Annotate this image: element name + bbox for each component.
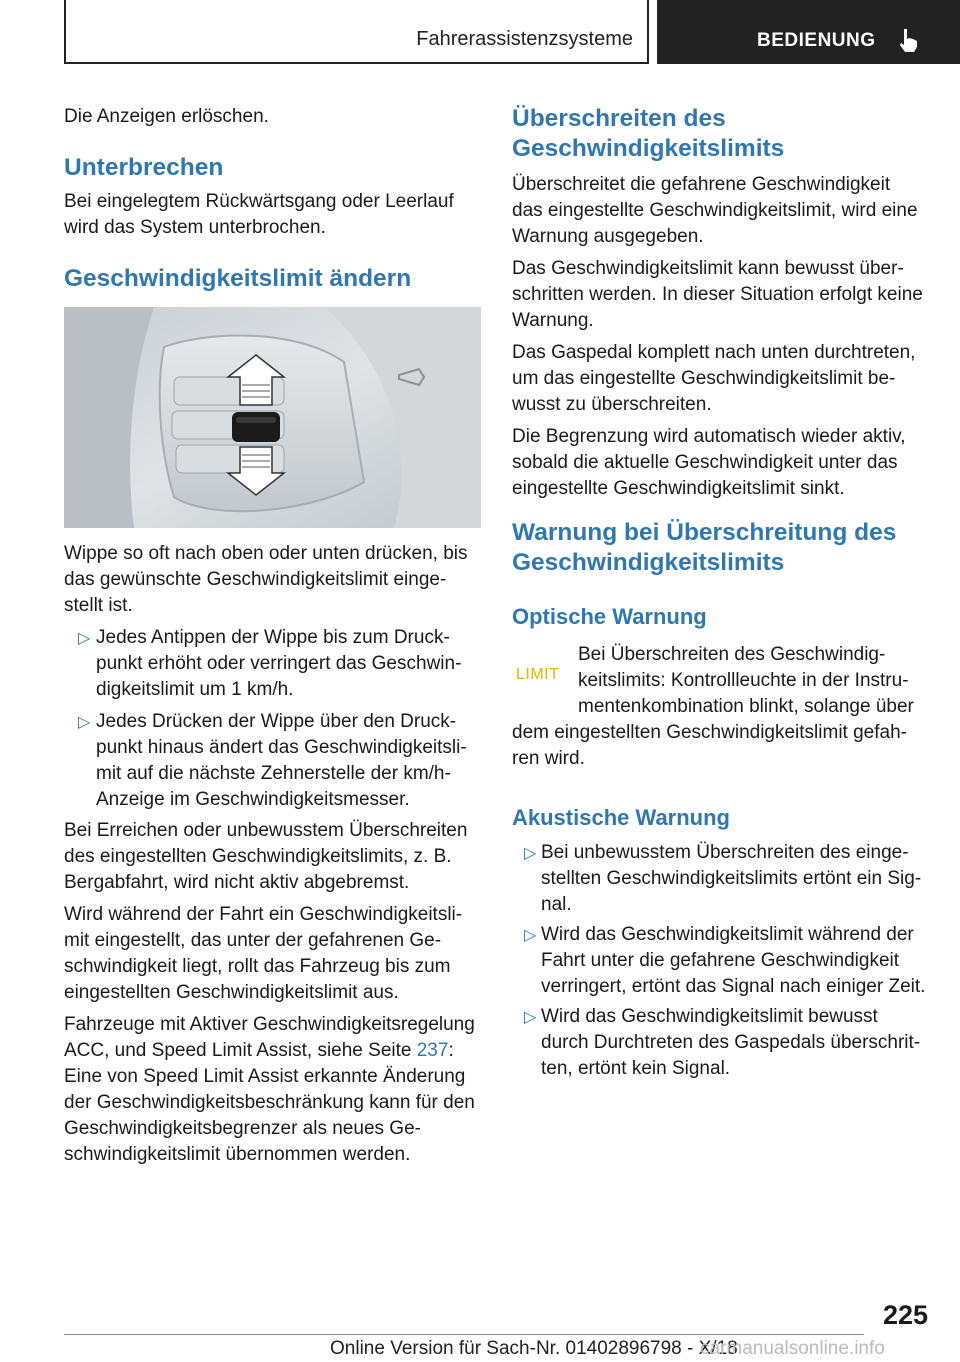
acoustic-bullet-1-line: nal. bbox=[541, 894, 572, 915]
heading-warnung: Warnung bei Überschreitung des bbox=[512, 519, 897, 546]
page-number: 225 bbox=[882, 1300, 928, 1330]
acoustic-bullet-2-line: Fahrt unter die gefahrene Geschwindigkeit bbox=[541, 950, 900, 971]
bullet-icon: ▷ bbox=[524, 1009, 537, 1026]
exceed-text-line: Das Geschwindigkeitslimit kann bewusst über- bbox=[512, 258, 904, 279]
exceed-text-line: eingestellte Geschwindigkeitslimit sinkt. bbox=[512, 478, 845, 499]
para-3-line: Wird während der Fahrt ein Geschwindigkeitsli- bbox=[64, 904, 463, 925]
bullet-1-line: digkeitslimit um 1 km/h. bbox=[96, 679, 294, 700]
para-4-line bbox=[64, 1038, 454, 1064]
acoustic-bullet-2-line: Wird das Geschwindigkeitslimit während der bbox=[541, 924, 914, 945]
para-3-line: eingestellten Geschwindigkeitslimit aus. bbox=[64, 982, 399, 1003]
bullet-2-line: Anzeige im Geschwindigkeitsmesser. bbox=[96, 789, 410, 810]
rocker-text-line: das gewünschte Geschwindigkeitslimit einge- bbox=[64, 569, 447, 590]
optic-text-line: Bei Überschreiten des Geschwindig- bbox=[578, 644, 886, 665]
exceed-text-line: schritten werden. In dieser Situation erfolgt keine bbox=[512, 284, 923, 305]
para-4-line: der Geschwindigkeitsbeschränkung kann für den bbox=[64, 1092, 475, 1113]
interrupt-text-line: Bei eingelegtem Rückwärtsgang oder Leerlauf bbox=[64, 191, 454, 212]
heading-optische-warnung: Optische Warnung bbox=[512, 604, 707, 629]
exceed-text-line: das eingestellte Geschwindigkeitslimit, wird eine bbox=[512, 200, 918, 221]
acoustic-bullet-3-line: durch Durchtreten des Gaspedals überschrit- bbox=[541, 1032, 921, 1053]
para-4-colon: : bbox=[448, 1040, 454, 1061]
bullet-2-line: punkt hinaus ändert das Geschwindigkeitsli- bbox=[96, 737, 467, 758]
heading-unterbrechen: Unterbrechen bbox=[64, 154, 224, 181]
header-section-title: Fahrerassistenzsysteme bbox=[416, 28, 633, 50]
exceed-text-line: um das eingestellte Geschwindigkeitslimit be- bbox=[512, 368, 896, 389]
optic-text-line: ren wird. bbox=[512, 748, 585, 769]
limit-indicator-icon: LIMIT bbox=[516, 666, 560, 683]
para-4-line: Eine von Speed Limit Assist erkannte Änderung bbox=[64, 1066, 466, 1087]
acoustic-bullet-3-line: Wird das Geschwindigkeitslimit bewusst bbox=[541, 1006, 878, 1027]
para-4-line: Geschwindigkeitsbegrenzer als neues Ge- bbox=[64, 1118, 421, 1139]
heading-ueberschreiten: Geschwindigkeitslimits bbox=[512, 135, 785, 162]
heading-akustische-warnung: Akustische Warnung bbox=[512, 805, 730, 830]
intro-text: Die Anzeigen erlöschen. bbox=[64, 106, 269, 127]
para-4-line: Fahrzeuge mit Aktiver Geschwindigkeitsregelung bbox=[64, 1014, 475, 1035]
exceed-text-line: Überschreitet die gefahrene Geschwindigkeit bbox=[512, 174, 891, 195]
para-2-line: des eingestellten Geschwindigkeitslimits, z. B. bbox=[64, 846, 452, 867]
para-2-line: Bei Erreichen oder unbewusstem Überschreiten bbox=[64, 820, 468, 841]
exceed-text-line: Das Gaspedal komplett nach unten durchtreten, bbox=[512, 342, 916, 363]
rocker-text-line: stellt ist. bbox=[64, 595, 133, 616]
acoustic-bullet-1-line: stellten Geschwindigkeitslimits ertönt ein Sig- bbox=[541, 868, 922, 889]
heading-ueberschreiten: Überschreiten des bbox=[512, 105, 726, 132]
exceed-text-line: Die Begrenzung wird automatisch wieder aktiv, bbox=[512, 426, 906, 447]
bullet-icon: ▷ bbox=[78, 630, 91, 647]
footer-divider bbox=[64, 1334, 864, 1335]
optic-text-line: keitslimits: Kontrollleuchte in der Instru- bbox=[578, 670, 909, 691]
optic-text-line: dem eingestellten Geschwindigkeitslimit gefah- bbox=[512, 722, 907, 743]
acoustic-bullet-1-line: Bei unbewusstem Überschreiten des einge- bbox=[541, 842, 909, 863]
acoustic-bullet-3-line: ten, ertönt kein Signal. bbox=[541, 1058, 731, 1079]
optic-text-line: mentenkombination blinkt, solange über bbox=[578, 696, 914, 717]
heading-warnung: Geschwindigkeitslimits bbox=[512, 549, 785, 576]
header-chapter-box bbox=[657, 0, 960, 64]
steering-wheel-rocker-photo bbox=[64, 307, 481, 528]
para-4-line: schwindigkeitslimit übernommen werden. bbox=[64, 1144, 411, 1165]
para-3-line: mit eingestellt, das unter der gefahrenen Ge- bbox=[64, 930, 442, 951]
bullet-2-line: mit auf die nächste Zehnerstelle der km/h- bbox=[96, 763, 451, 784]
rocker-text-line: Wippe so oft nach oben oder unten drücken, bis bbox=[64, 543, 468, 564]
bullet-icon: ▷ bbox=[78, 714, 91, 731]
exceed-text-line: wusst zu überschreiten. bbox=[512, 394, 712, 415]
para-4-text: ACC, und Speed Limit Assist, siehe Seite bbox=[64, 1040, 417, 1061]
acoustic-bullet-2-line: verringert, ertönt das Signal nach einiger Zeit. bbox=[541, 976, 926, 997]
header-section-box bbox=[64, 0, 649, 64]
pointing-hand-icon bbox=[895, 26, 923, 54]
bullet-1-line: Jedes Antippen der Wippe bis zum Druck- bbox=[96, 627, 450, 648]
heading-limit-aendern: Geschwindigkeitslimit ändern bbox=[64, 265, 412, 292]
exceed-text-line: sobald die aktuelle Geschwindigkeit unter das bbox=[512, 452, 898, 473]
interrupt-text-line: wird das System unterbrochen. bbox=[64, 217, 326, 238]
bullet-icon: ▷ bbox=[524, 845, 537, 862]
exceed-text-line: Warnung ausgegeben. bbox=[512, 226, 704, 247]
bullet-2-line: Jedes Drücken der Wippe über den Druck- bbox=[96, 711, 457, 732]
footer-online-version: Online Version für Sach-Nr. 01402896798 - X/18 bbox=[330, 1338, 738, 1359]
footer-watermark: carmanualsonline.info bbox=[700, 1338, 885, 1359]
page-reference-link[interactable]: 237 bbox=[416, 1040, 449, 1061]
bullet-icon: ▷ bbox=[524, 927, 537, 944]
header-chapter-title: BEDIENUNG bbox=[757, 30, 876, 51]
bullet-1-line: punkt erhöht oder verringert das Geschwin- bbox=[96, 653, 462, 674]
para-2-line: Bergabfahrt, wird nicht aktiv abgebremst. bbox=[64, 872, 410, 893]
para-3-line: schwindigkeit liegt, rollt das Fahrzeug bis zum bbox=[64, 956, 451, 977]
exceed-text-line: Warnung. bbox=[512, 310, 594, 331]
